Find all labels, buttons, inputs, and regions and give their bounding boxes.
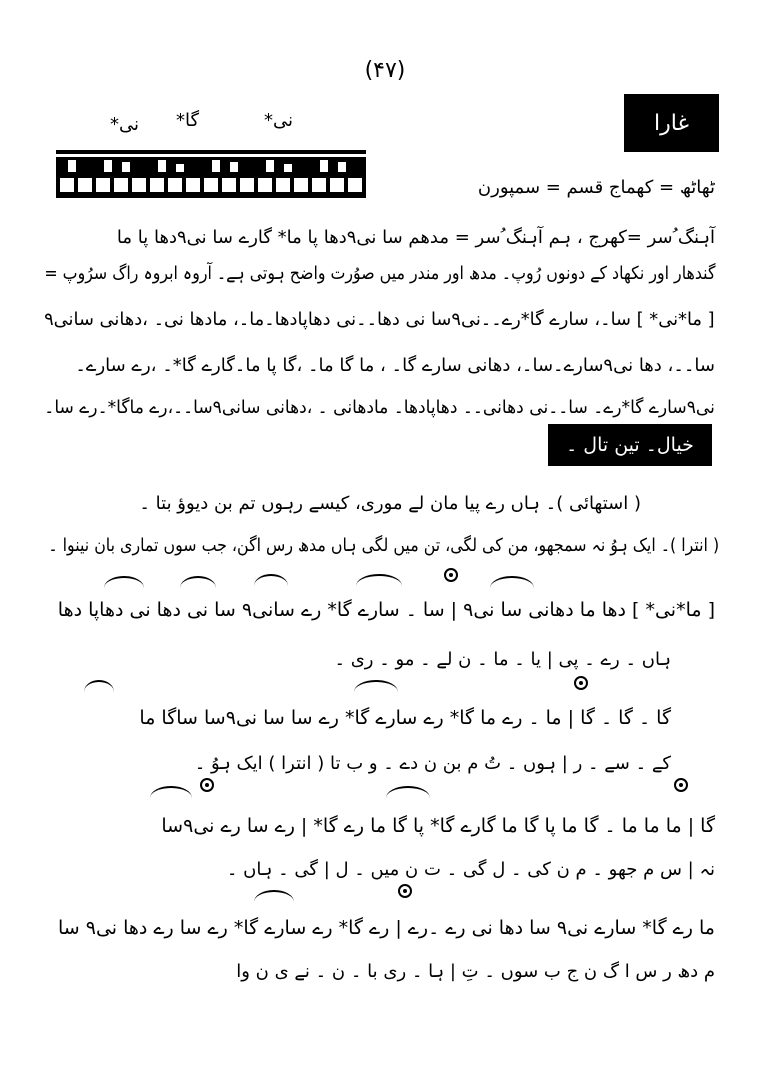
description-line: گندھار اور نکھاد کے دونوں رُوپ۔ مدھ اور مندر میں صوُرت واضح ہوتی ہے۔ آروہ ابروہ راگ سرُوپ =	[43, 263, 715, 284]
meend-arc	[386, 786, 430, 798]
aroh-line-1: [ ما*نی* ] سا۔، سارے گا*رے۔۔نی۹سا نی دھا۔۔نی دھاپادھا۔ما۔، مادھا نی۔ ،دھانی سانی۹	[44, 309, 715, 330]
keyboard-label-ni-right: نی*	[264, 110, 294, 131]
keyboard-label-ni-left: نی*	[110, 114, 140, 135]
meend-arc	[84, 680, 114, 692]
notation-bol-4: م دھ ر س ا گ ن ج ب سوں ۔ تِ | ہا ۔ ری با ۔ ن ۔ نے ی ن وا	[236, 961, 715, 982]
antara-lyrics: ( انترا )۔ ایک ہوُ نہ سمجھو، من کی لگی، تن میں لگی ہاں مدھ رس اگن، جب سوں تماری بان نینوا ۔	[48, 535, 719, 556]
meend-arc	[254, 574, 288, 586]
vadi-line: آہنگ ُسر =کھرج ، ہم آہنگ ُسر = مدھم سا نی۹دھا پا ما* گارے سا نی۹دھا پا ما	[116, 227, 715, 248]
thaat-line: ٹھاٹھ = کھماج قسم = سمپورن	[477, 177, 715, 198]
meend-arc	[356, 574, 402, 586]
notation-swar-4: ما رے گا* سارے نی۹ سا دھا نی رے ۔رے | رے گا* رے سارے گا* رے سا رے دھا نی۹ سا	[57, 917, 715, 939]
meend-arc	[254, 890, 294, 902]
sam-mark	[574, 676, 588, 690]
aroh-line-3: نی۹سارے گا*رے۔ سا۔۔نی دھانی۔۔ دھاپادھا۔ مادھانی ۔ ،دھانی سانی۹سا۔۔،رے ماگا*۔رے سا۔	[44, 397, 715, 418]
sthai-lyrics: ( استھائی )۔ ہاں رے پیا مان لے موری، کیسے رہوں تم بن دیوؤ بتا ۔	[139, 493, 641, 514]
meend-arc	[150, 786, 192, 798]
meend-arc	[180, 576, 216, 588]
section-title: خیال۔ تین تال ۔	[548, 424, 712, 466]
sam-mark	[444, 568, 458, 582]
meend-arc	[490, 576, 534, 588]
meend-arc	[104, 576, 144, 588]
aroh-line-2: سا۔۔، دھا نی۹سارے۔سا۔، دھانی سارے گا۔ ، ما گا ما۔ ،گا پا ما۔گارے گا*۔ ،رے سارے۔	[75, 355, 715, 376]
sam-mark	[398, 884, 412, 898]
notation-swar-1: [ ما*نی* ] دھا ما دھانی سا نی۹ | سا ۔ سارے گا* رے سانی۹ سا نی دھا نی دھاپا دھا	[57, 599, 715, 621]
raga-title: غارا	[624, 94, 719, 152]
page-number: (۴۷)	[364, 58, 406, 83]
meend-arc	[354, 680, 398, 692]
keyboard-label-ga: گا*	[176, 110, 200, 131]
notation-bol-3: نہ | س م جھو ۔ م ن کی ۔ ل گی ۔ ت ن میں ۔ ل | گی ۔ ہاں ۔	[226, 859, 715, 880]
sam-mark	[674, 778, 688, 792]
notation-swar-3: گا | ما ما ما ۔ گا ما پا گا ما گارے گا* پا گا ما رے گا* | رے سا رے نی۹سا	[161, 815, 715, 837]
notation-bol-1: ہاں ۔ رے ۔ پی | یا ۔ ما ۔ ن لے ۔ مو ۔ ری ۔	[334, 649, 671, 670]
notation-swar-2: گا ۔ گا ۔ گا | ما ۔ رے ما گا* رے سارے گا* رے سا سا نی۹سا ساگا ما	[139, 707, 671, 729]
keyboard-diagram	[56, 150, 366, 198]
notation-bol-2: کے ۔ سے ۔ ر | ہوں ۔ تُ م بن ن دے ۔ و ب تا ( انترا ) ایک ہوُ ۔	[194, 753, 671, 774]
sam-mark	[200, 778, 214, 792]
